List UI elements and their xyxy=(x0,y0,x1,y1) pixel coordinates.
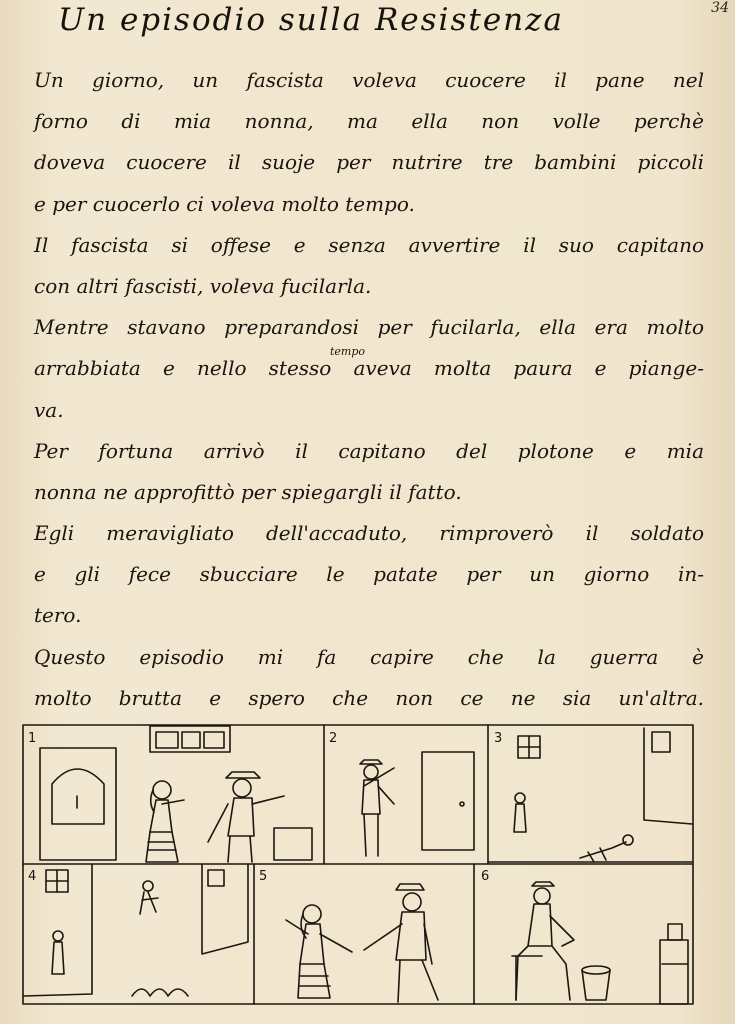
door-icon xyxy=(422,752,474,850)
text-line: Mentre stavano preparandosi per fucilarla, ella era molto xyxy=(34,315,704,340)
panel-number: 6 xyxy=(481,869,490,884)
panel-number: 3 xyxy=(494,731,503,746)
bucket-icon xyxy=(582,966,610,974)
panel-number: 1 xyxy=(28,731,37,746)
comic-strip xyxy=(22,724,694,1006)
text-line: nonna ne approfittò per spiegargli il fatto. xyxy=(34,479,462,504)
page-title: Un episodio sulla Resistenza xyxy=(58,2,564,38)
panel-number: 4 xyxy=(28,869,37,884)
panel-4-scene xyxy=(24,864,248,996)
text-line: Il fascista si offese e senza avvertire il suo capitano xyxy=(34,232,704,257)
text-line: va. xyxy=(34,397,64,422)
panel-number: 2 xyxy=(329,731,338,746)
text-line: e gli fece sbucciare le patate per un giorno in- xyxy=(34,562,704,587)
text-line: Egli meravigliato dell'accaduto, rimproverò il soldato xyxy=(34,521,704,546)
text-line: doveva cuocere il suoje per nutrire tre bambini piccoli xyxy=(34,150,704,175)
inserted-word: tempo xyxy=(330,345,366,359)
panel-6-scene xyxy=(512,882,688,1004)
text-line-content: arrabbiata e nello stesso aveva molta paura e piange- xyxy=(34,356,704,381)
panel-2-scene xyxy=(360,752,474,856)
text-line: con altri fascisti, voleva fucilarla. xyxy=(34,273,372,298)
panel-3-scene xyxy=(488,728,692,862)
rifle-icon xyxy=(364,768,394,786)
stove-icon xyxy=(660,940,688,1004)
panel-5-scene xyxy=(286,884,438,1002)
table-icon xyxy=(274,828,312,860)
text-line: Per fortuna arrivò il capitano del plotone e mia xyxy=(34,438,704,463)
text-line: forno di mia nonna, ma ella non volle perchè xyxy=(34,109,704,134)
text-line: e per cuocerlo ci voleva molto tempo. xyxy=(34,191,415,216)
comic-drawing xyxy=(22,724,694,1006)
text-line: molto brutta e spero che non ce ne sia un'altra. xyxy=(34,685,704,710)
page-number: 34 xyxy=(711,0,729,16)
text-line: tero. xyxy=(34,603,82,628)
text-line: Questo episodio mi fa capire che la guerra è xyxy=(34,644,704,669)
panel-number: 5 xyxy=(259,869,268,884)
panel-1-scene xyxy=(40,726,312,862)
text-line: Un giorno, un fascista voleva cuocere il pane nel xyxy=(34,68,704,92)
text-line xyxy=(34,345,704,389)
handwritten-text xyxy=(34,60,704,719)
